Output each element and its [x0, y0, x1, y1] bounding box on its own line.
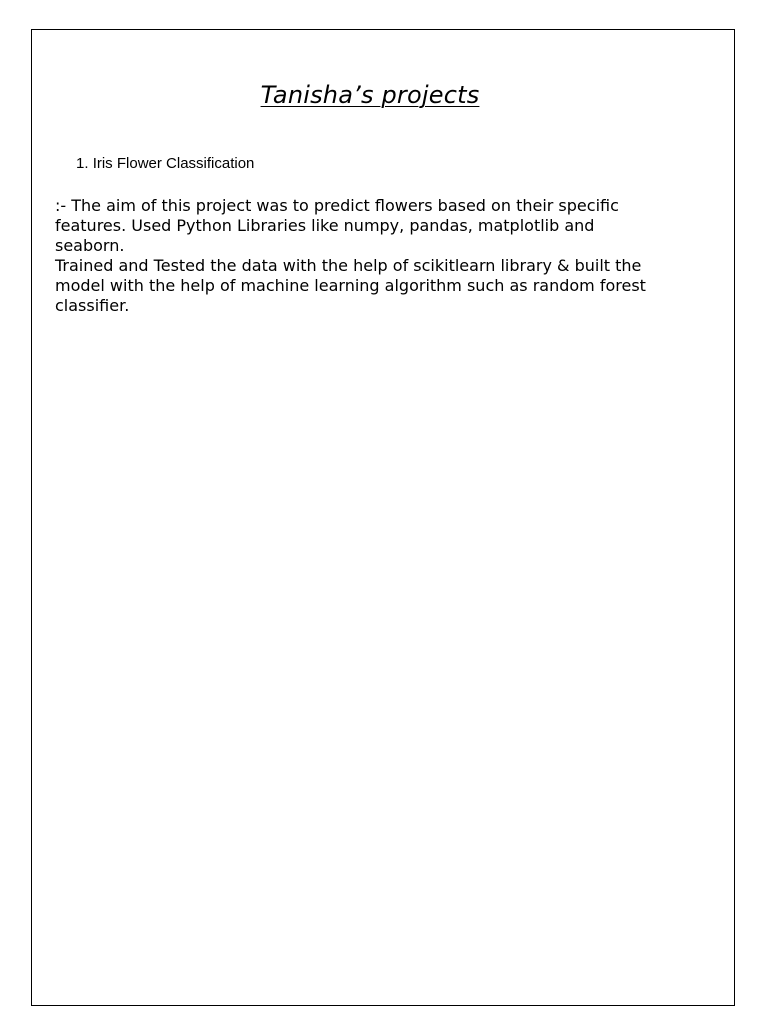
page-border	[31, 29, 735, 1006]
description-line: seaborn.	[55, 236, 125, 255]
project-number: 1.	[76, 155, 89, 172]
description-line: :- The aim of this project was to predict flowers based on their specific	[55, 196, 619, 215]
description-line: model with the help of machine learning algorithm such as random forest	[55, 276, 646, 295]
description-line: classifier.	[55, 296, 130, 315]
project-name: Iris Flower Classification	[92, 155, 255, 172]
document-title: Tanisha’s projects	[260, 81, 480, 109]
project-description	[55, 196, 735, 316]
project-list-item	[76, 154, 254, 174]
description-line: features. Used Python Libraries like numpy, pandas, matplotlib and	[55, 216, 595, 235]
description-line: Trained and Tested the data with the help of scikitlearn library & built the	[55, 256, 642, 275]
project-list	[76, 154, 254, 174]
